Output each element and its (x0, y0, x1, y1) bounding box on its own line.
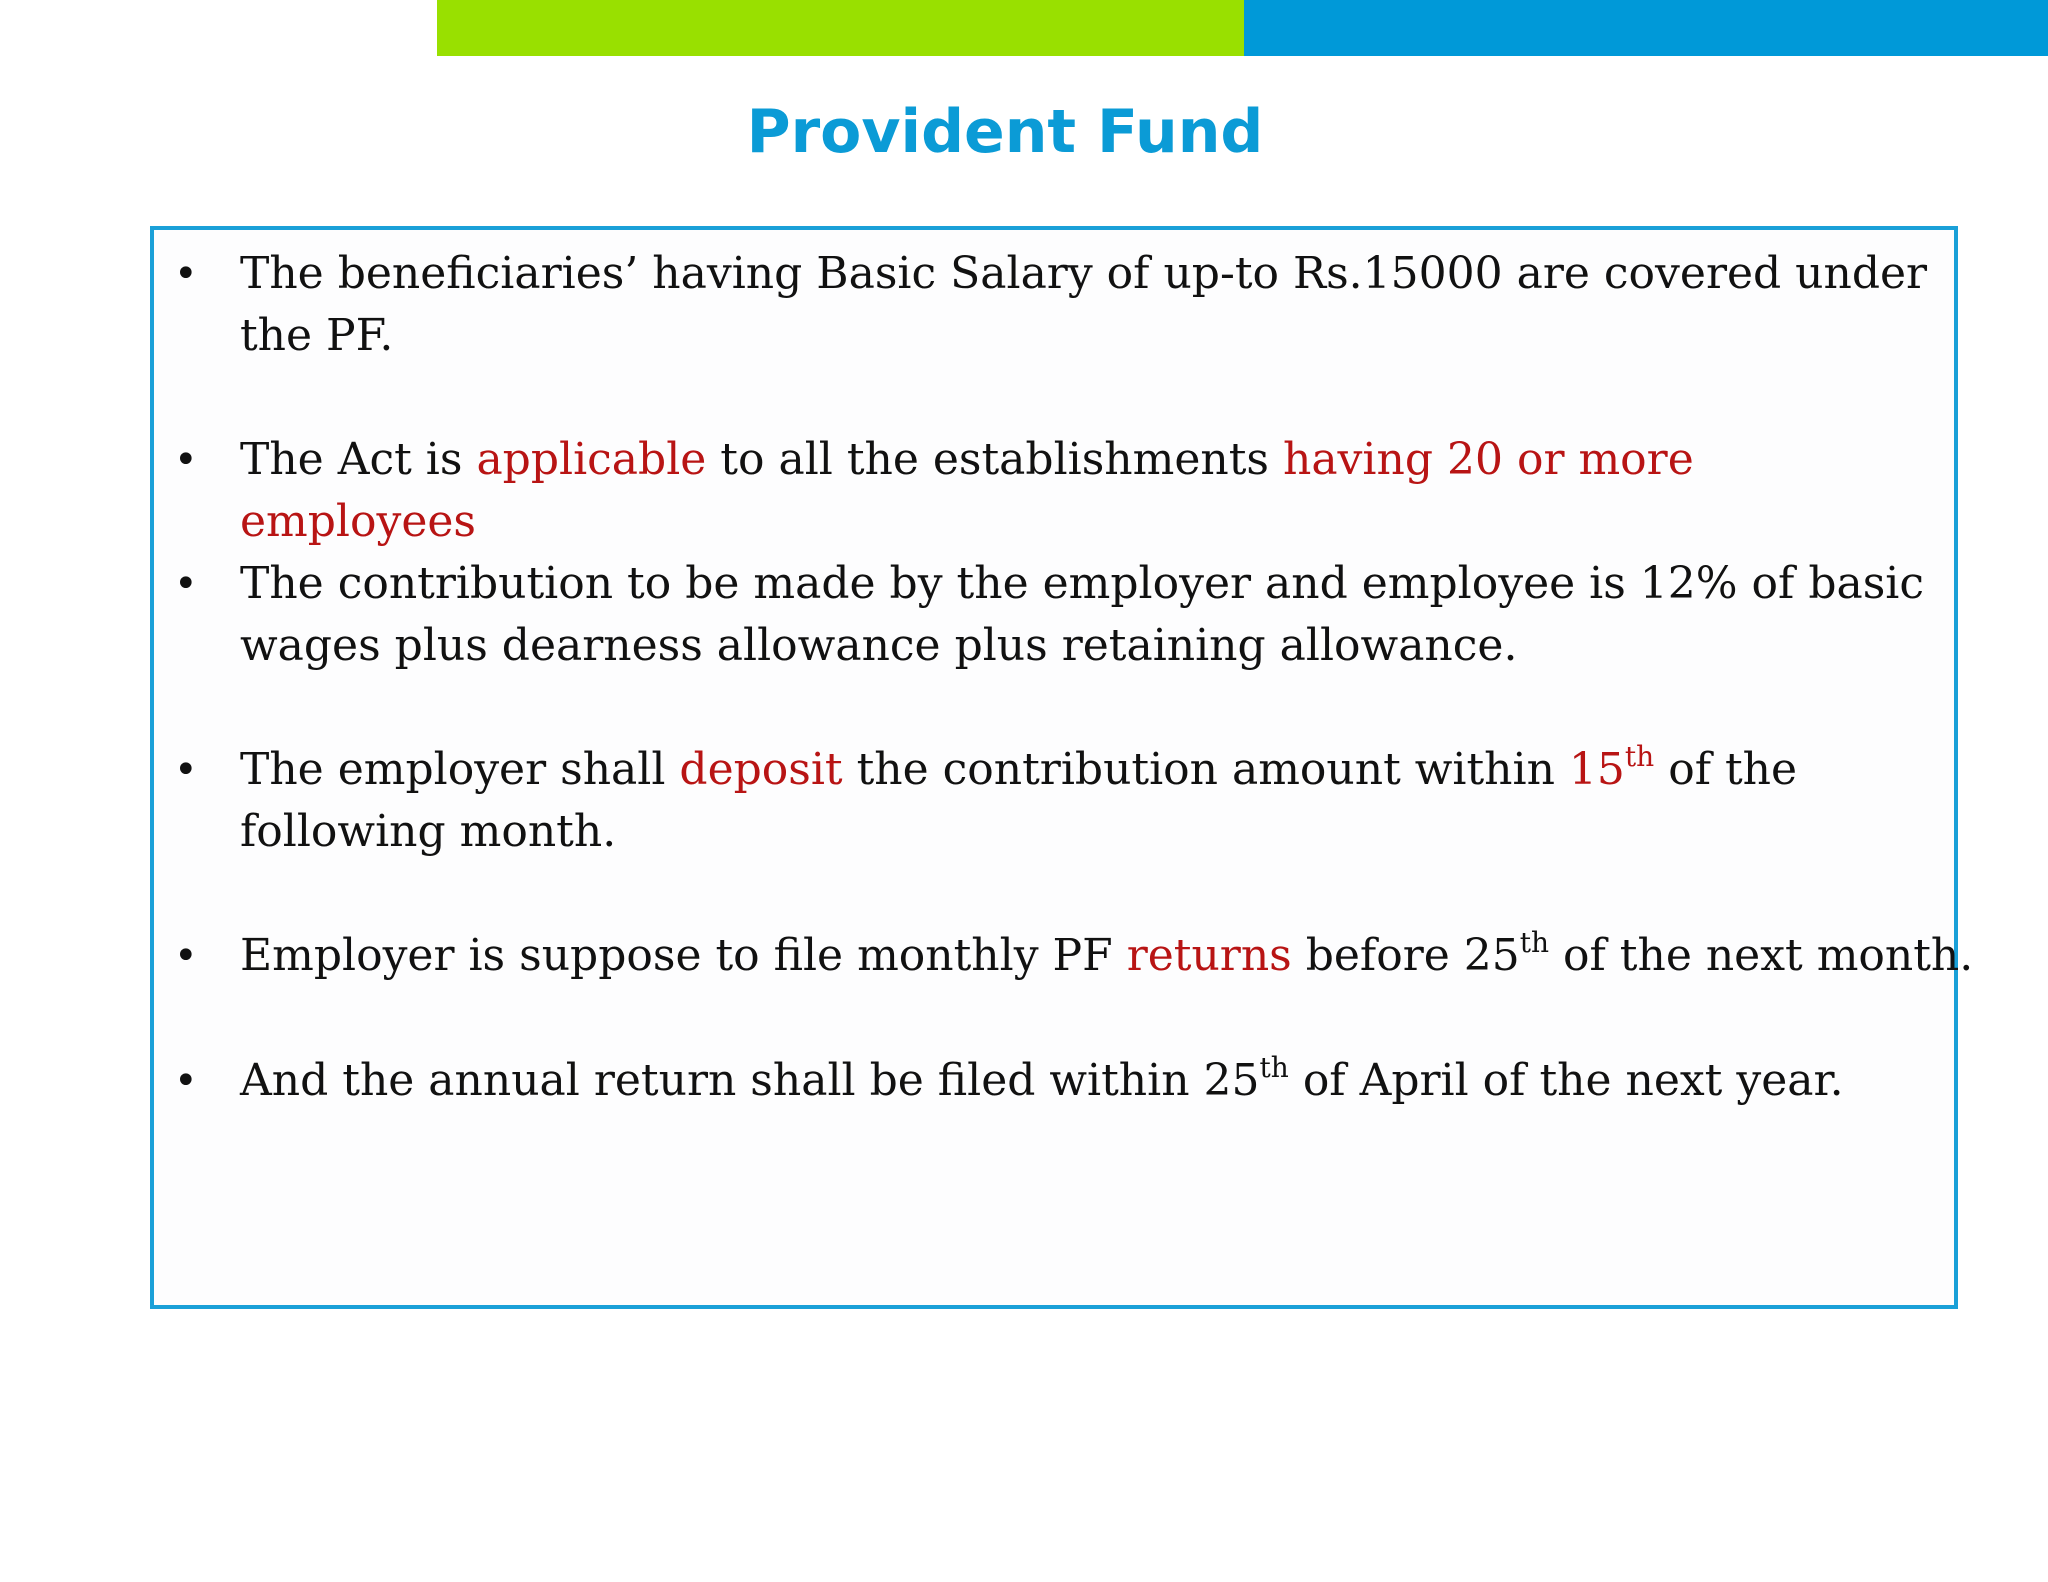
bullet-dot: • (174, 747, 198, 793)
bullet-dot: • (174, 437, 198, 483)
bullet-text: Employer is suppose to file monthly PF (240, 930, 1127, 981)
bullet-dot: • (174, 1058, 198, 1104)
bullet-item-coverage (174, 243, 1930, 367)
ordinal-suffix: th (1259, 1051, 1289, 1084)
top-accent-bar-green (437, 0, 1244, 56)
bullet-text: of the next month. (1549, 930, 1974, 981)
bullet-text: And the annual return shall be filed within 25 (240, 1055, 1260, 1106)
ordinal-suffix: th (1519, 926, 1550, 959)
bullet-item-annual-return (174, 1050, 1930, 1112)
bullet-text: to all the establishments (706, 434, 1283, 485)
bullet-text: of the following month. (240, 744, 1798, 857)
bullet-text: The contribution to be made by the employer and employee is 12% of basic wages plus dearness allowance plus retaining allowance. (240, 558, 1925, 671)
bullet-text: The Act is (240, 434, 477, 485)
date-number: 15 (1568, 744, 1625, 795)
bullet-item-monthly-returns (174, 925, 1974, 987)
bullet-text: of April of the next year. (1288, 1055, 1844, 1106)
content-box (150, 226, 1974, 1309)
bullet-dot: • (174, 251, 198, 297)
highlight-text: applicable (476, 434, 707, 485)
top-accent-bar-blue (1244, 0, 2048, 56)
slide-title: Provident Fund (746, 97, 1264, 167)
ordinal-suffix: th (1624, 740, 1655, 773)
bullet-text: before 25 (1291, 930, 1520, 981)
highlight-text: deposit (679, 744, 843, 795)
highlight-text: returns (1126, 930, 1292, 981)
bullet-text: the contribution amount within (842, 744, 1569, 795)
bullet-dot: • (174, 561, 198, 607)
bullet-item-deposit (174, 739, 1930, 863)
bullet-dot: • (174, 933, 198, 979)
highlight-date (1568, 740, 1655, 795)
bullet-item-applicability (174, 429, 1930, 553)
highlight-text: having 20 or more employees (240, 434, 1694, 547)
bullet-text: The beneficiaries’ having Basic Salary of up-to Rs.15000 are covered under the PF. (240, 248, 1928, 361)
bullet-item-contribution (174, 553, 1930, 677)
bullet-text: The employer shall (240, 744, 680, 795)
